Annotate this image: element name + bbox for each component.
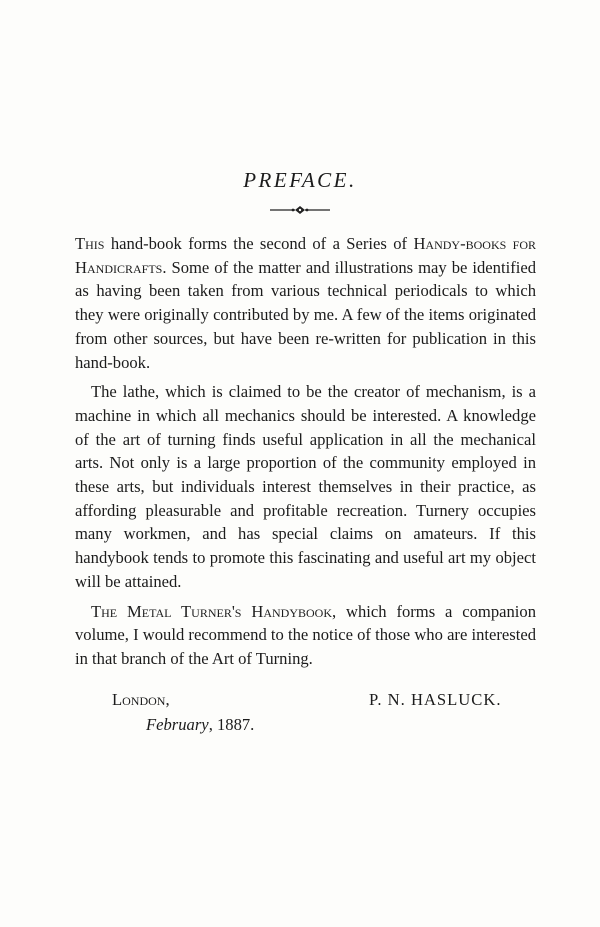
paragraph-3 xyxy=(75,600,536,671)
paragraph-text: hand-book forms the second of a Series of xyxy=(104,234,414,253)
paragraph-1 xyxy=(75,232,536,374)
signature-place: London, xyxy=(112,690,170,709)
signature-author: P. N. HASLUCK. xyxy=(369,690,502,709)
signature-month: February xyxy=(146,715,209,734)
page-title: PREFACE. xyxy=(243,168,357,192)
paragraph-2 xyxy=(75,380,536,593)
signature-year: , 1887. xyxy=(208,715,255,734)
preface-body xyxy=(75,232,536,677)
signature-date xyxy=(146,715,254,735)
paragraph-text: , which forms a companion volume, I would recommend to the notice of those who are interested in that branch of the Art of Turning. xyxy=(75,601,536,668)
paragraph-text: . Some of the matter and illustrations may be identified as having been taken from various technical periodicals to which they were originally contributed by me. A few of the items originated from other sources, but have been re-written for publication in this hand-book. xyxy=(75,257,536,372)
paragraph-lead-word: This xyxy=(75,234,105,253)
book-title: The Metal Turner's Handybook xyxy=(91,601,333,621)
paragraph-text: The lathe, which is claimed to be the creator of mechanism, is a machine in which all mechanics should be interested. A knowledge of the art of turning finds useful application in all the mechanical arts. Not only is a large proportion of the community employed in these arts, but individuals interest themselves in their practice, as affording pleasurable and profitable recreation. Turnery occupies many workmen, and has special claims on amateurs. If this handybook tends to promote this fascinating and useful art my object will be attained. xyxy=(75,382,536,591)
rule-ornament-icon xyxy=(268,203,332,217)
series-title: Handy-books for Handicrafts xyxy=(75,234,537,277)
